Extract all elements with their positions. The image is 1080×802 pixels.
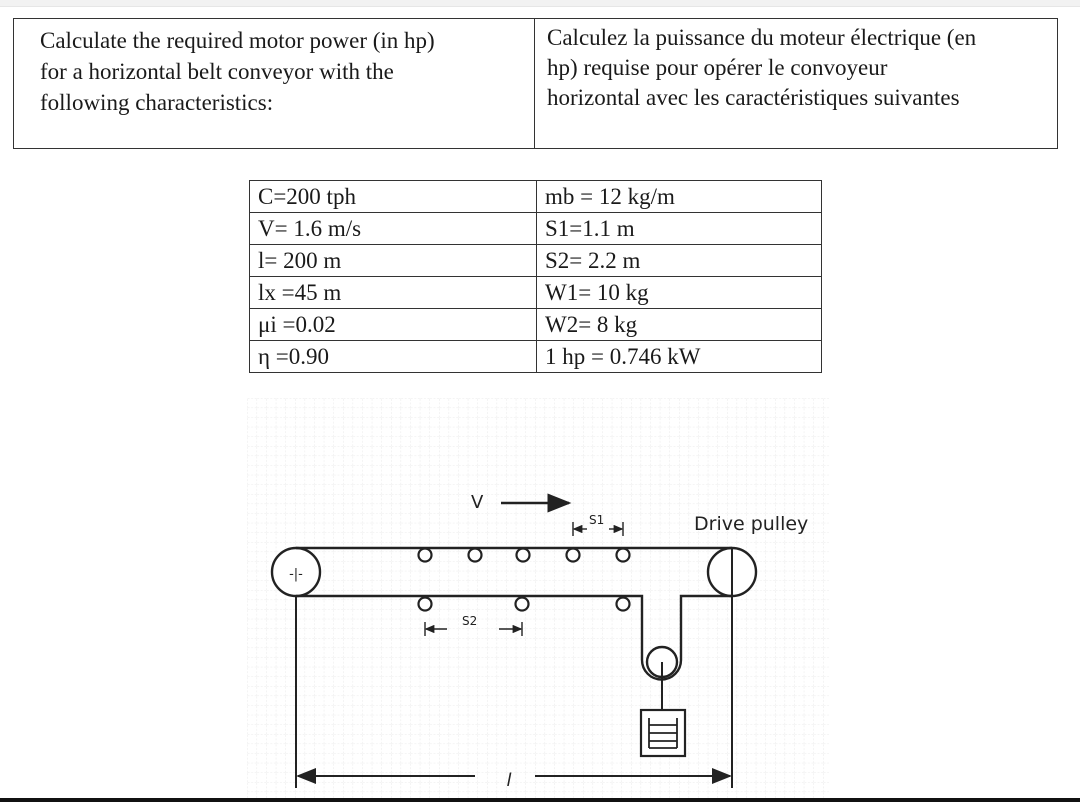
drive-pulley [708,548,756,596]
param-length: l= 200 m [250,245,537,277]
question-en-line: Calculate the required motor power (in hp) [40,28,435,53]
question-french [535,19,1058,149]
param-efficiency: η =0.90 [250,341,537,373]
param-velocity: V= 1.6 m/s [250,213,537,245]
svg-text:-|-: -|- [289,567,303,582]
param-s1: S1=1.1 m [537,213,822,245]
question-en-line: for a horizontal belt conveyor with the [40,59,394,84]
param-lx: lx =45 m [250,277,537,309]
tail-pulley [272,548,320,596]
param-w2: W2= 8 kg [537,309,822,341]
param-capacity: C=200 tph [250,181,537,213]
page-bottom-edge [0,798,1080,802]
counterweight-icon [641,710,685,756]
param-friction: μi =0.02 [250,309,537,341]
param-s2: S2= 2.2 m [537,245,822,277]
question-fr-line: horizontal avec les caractéristiques suivantes [547,85,960,110]
question-en-line: following characteristics: [40,90,274,115]
conveyor-diagram [247,398,829,802]
length-label: l [506,770,512,791]
parameters-table [249,180,822,373]
s1-label: S1 [589,513,605,527]
drive-pulley-label: Drive pulley [694,513,809,535]
question-english [14,19,535,149]
param-w1: W1= 10 kg [537,277,822,309]
graph-paper-grid [247,398,829,802]
question-fr-line: Calculez la puissance du moteur électrique (en [547,25,977,50]
velocity-label: V [471,492,484,513]
s2-label: S2 [462,614,478,628]
param-hp-conversion: 1 hp = 0.746 kW [537,341,822,373]
question-table [13,18,1058,149]
param-belt-mass: mb = 12 kg/m [537,181,822,213]
question-fr-line: hp) requise pour opérer le convoyeur [547,55,888,80]
page-top-edge [0,0,1080,7]
